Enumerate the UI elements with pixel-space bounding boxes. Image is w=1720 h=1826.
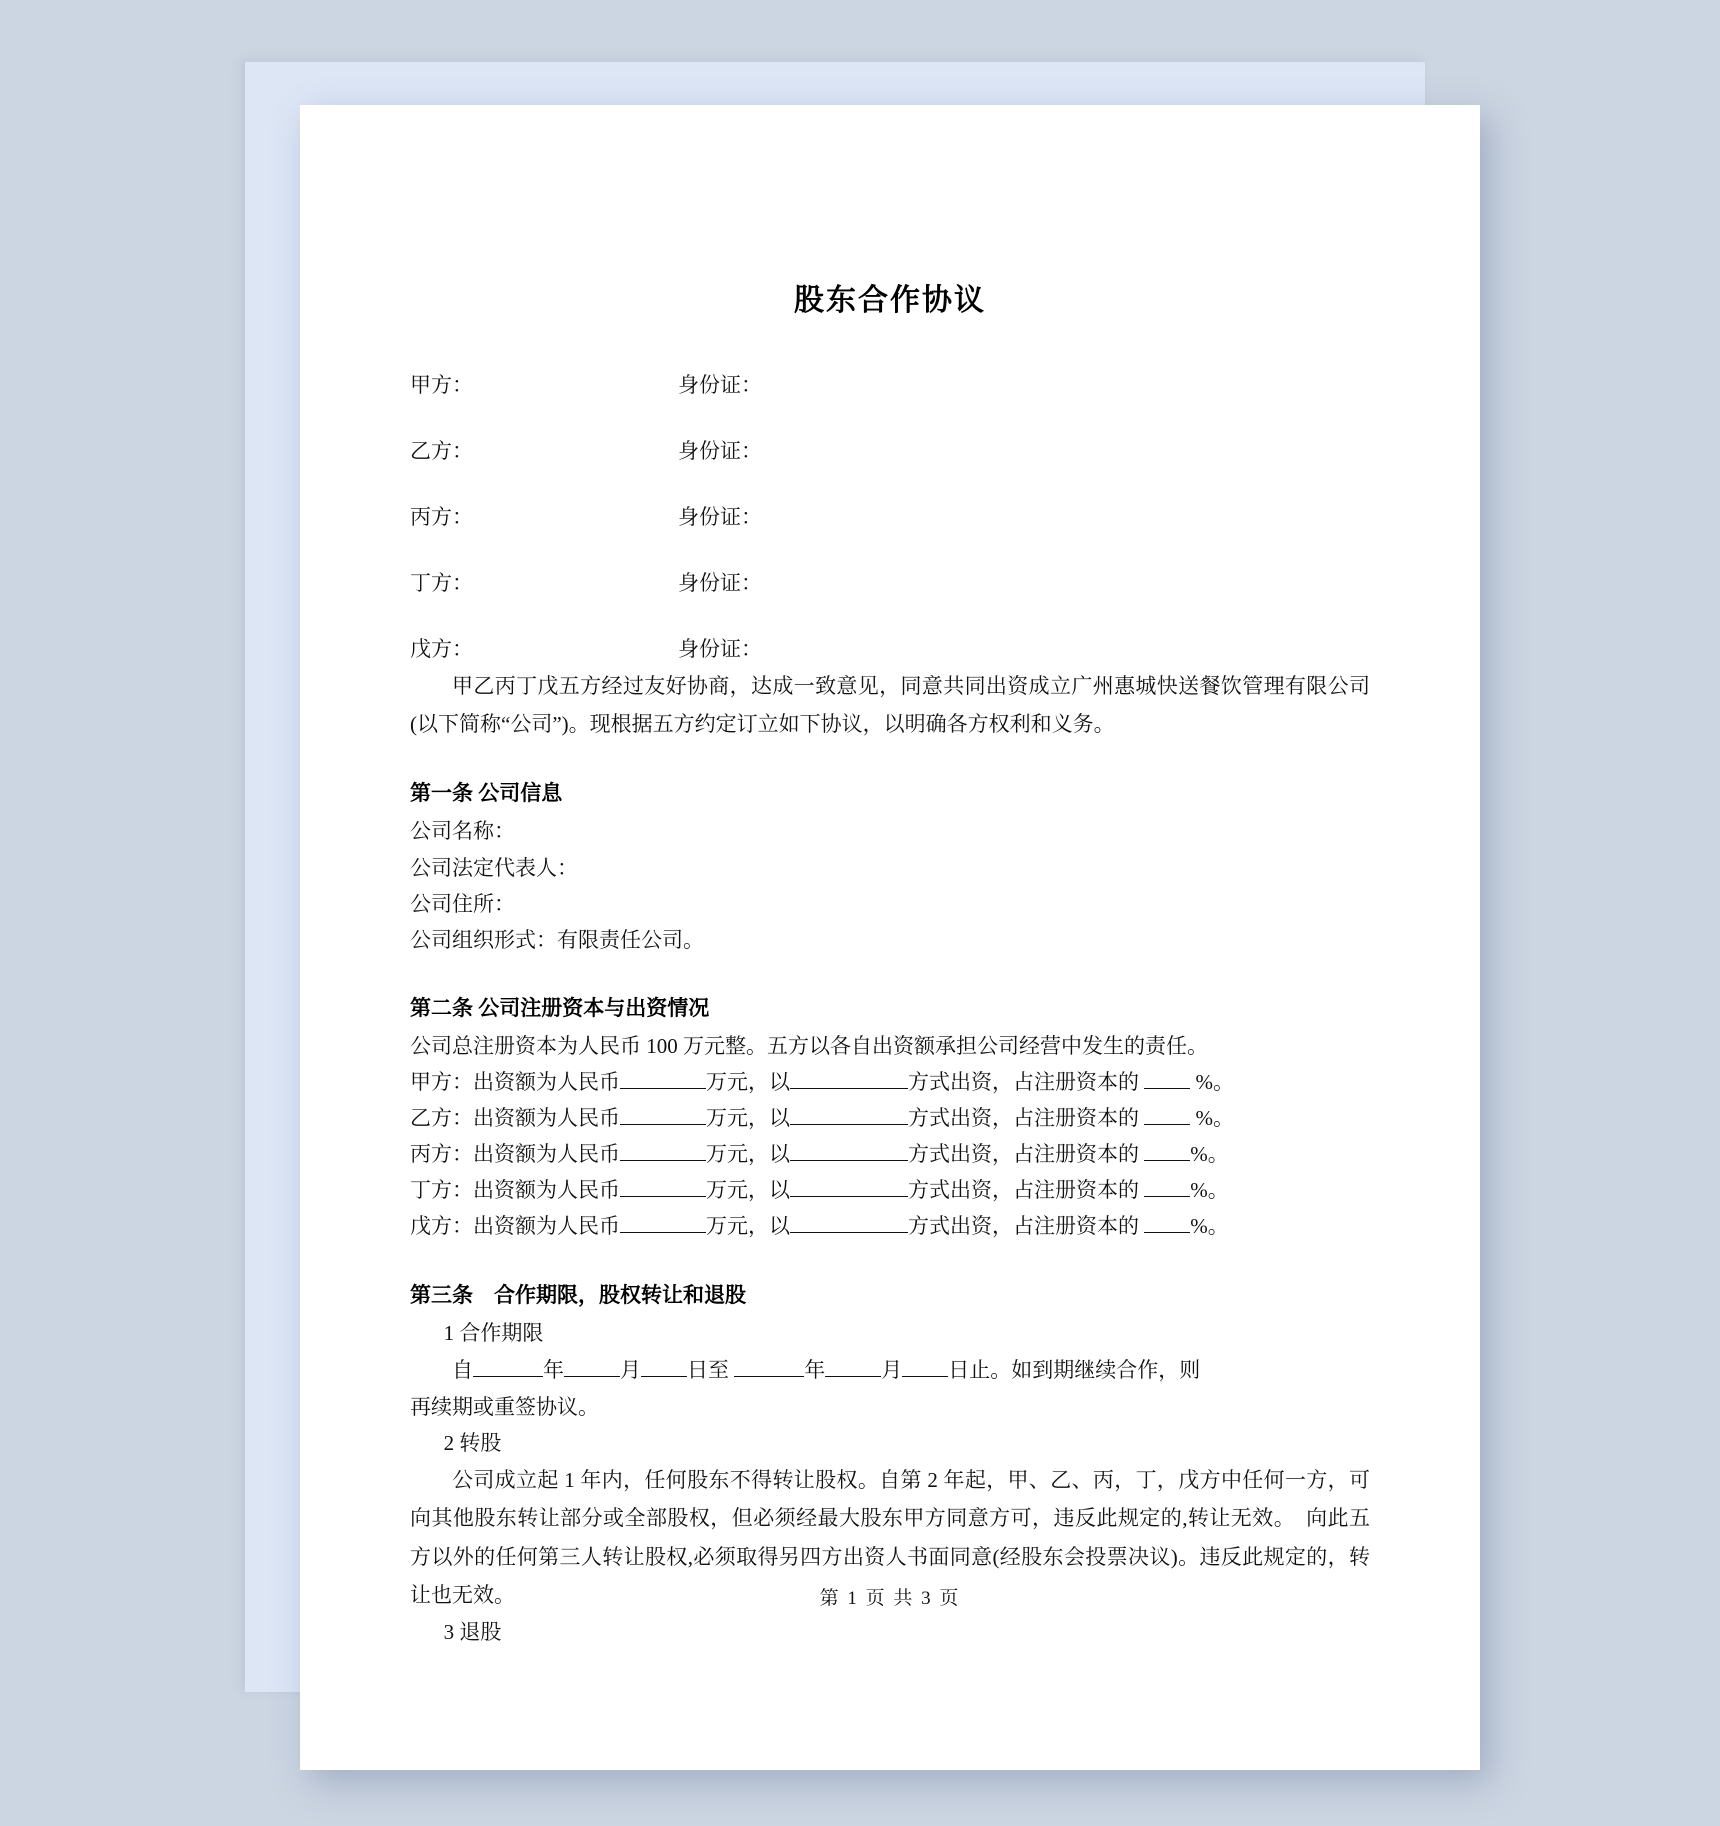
party-label: 丙方： — [410, 505, 473, 529]
article-3-item-2-label: 2 转股 — [443, 1430, 502, 1455]
contribution-seg3: 方式出资，占注册资本的 — [908, 1214, 1139, 1239]
contribution-seg4: %。 — [1195, 1069, 1234, 1094]
contribution-row — [410, 1172, 1370, 1208]
party-row — [410, 633, 1370, 663]
contribution-seg4: %。 — [1190, 1178, 1229, 1203]
party-row — [410, 369, 1370, 399]
party-label: 戊方： — [410, 637, 473, 661]
method-blank — [790, 1103, 908, 1125]
cooperation-term-line — [410, 1351, 1370, 1389]
share-transfer-paragraph: 公司成立起 1 年内，任何股东不得转让股权。自第 2 年起，甲、乙、丙，丁，戊方中任何一方，可向其他股东转让部分或全部股权，但必须经最大股东甲方同意方可，违反此规定的,转让无效。 向此五方以外的任何第三人转让股权,必须取得另四方出资人书面同意(经股东会投票决议)。违反此规定的，转让也无效。 — [410, 1468, 1370, 1607]
contribution-seg1: 出资额为人民币 — [473, 1214, 620, 1239]
article-2-heading: 第二条 公司注册资本与出资情况 — [410, 995, 710, 1020]
method-blank — [790, 1139, 908, 1161]
article-3-item-1-label: 1 合作期限 — [443, 1320, 544, 1345]
party-id-label: 身份证： — [678, 505, 762, 529]
percent-blank — [1144, 1067, 1190, 1089]
registered-capital-line: 公司总注册资本为人民币 100 万元整。五方以各自出资额承担公司经营中发生的责任。 — [410, 1033, 1208, 1058]
page-footer: 第 1 页 共 3 页 — [819, 1588, 961, 1609]
start-year-blank — [473, 1355, 543, 1377]
start-month-blank — [564, 1355, 620, 1377]
article-3-item-3-label: 3 退股 — [443, 1619, 502, 1644]
term-day1: 日至 — [687, 1357, 729, 1382]
contribution-seg2: 万元，以 — [706, 1142, 790, 1167]
term-month2: 月 — [881, 1357, 903, 1382]
end-month-blank — [825, 1355, 881, 1377]
contribution-party: 戊方： — [410, 1214, 473, 1239]
contribution-seg3: 方式出资，占注册资本的 — [908, 1178, 1139, 1203]
method-blank — [790, 1175, 908, 1197]
contribution-seg1: 出资额为人民币 — [473, 1178, 620, 1203]
contribution-party: 乙方： — [410, 1106, 473, 1131]
term-renewal-line: 再续期或重签协议。 — [410, 1394, 599, 1419]
contribution-seg1: 出资额为人民币 — [473, 1142, 620, 1167]
party-row — [410, 435, 1370, 465]
contribution-party: 甲方： — [410, 1069, 473, 1094]
contribution-seg2: 万元，以 — [706, 1178, 790, 1203]
start-day-blank — [641, 1355, 687, 1377]
end-day-blank — [902, 1355, 948, 1377]
company-address-line: 公司住所： — [410, 891, 515, 916]
contribution-seg4: %。 — [1190, 1142, 1229, 1167]
percent-blank — [1144, 1175, 1190, 1197]
contribution-seg1: 出资额为人民币 — [473, 1069, 620, 1094]
contribution-row — [410, 1100, 1370, 1136]
party-label: 甲方： — [410, 373, 473, 397]
percent-blank — [1144, 1139, 1190, 1161]
page-title: 股东合作协议 — [794, 284, 986, 317]
end-year-blank — [734, 1355, 804, 1377]
contribution-seg2: 万元，以 — [706, 1106, 790, 1131]
party-label: 丁方： — [410, 571, 473, 595]
article-1-heading: 第一条 公司信息 — [410, 781, 563, 806]
contribution-seg1: 出资额为人民币 — [473, 1106, 620, 1131]
term-month1: 月 — [620, 1357, 641, 1382]
term-day2: 日止。如到期继续合作，则 — [948, 1357, 1201, 1382]
amount-blank — [620, 1211, 706, 1233]
contribution-seg3: 方式出资，占注册资本的 — [908, 1069, 1139, 1094]
percent-blank — [1144, 1211, 1190, 1233]
contribution-party: 丙方： — [410, 1142, 473, 1167]
party-label: 乙方： — [410, 439, 473, 463]
company-name-line: 公司名称： — [410, 819, 515, 844]
contribution-party: 丁方： — [410, 1178, 473, 1203]
amount-blank — [620, 1103, 706, 1125]
article-3-heading: 第三条 合作期限，股权转让和退股 — [410, 1282, 746, 1307]
party-id-label: 身份证： — [678, 571, 762, 595]
amount-blank — [620, 1139, 706, 1161]
contribution-seg2: 万元，以 — [706, 1069, 790, 1094]
contribution-seg4: %。 — [1190, 1214, 1229, 1239]
company-form-line: 公司组织形式：有限责任公司。 — [410, 927, 704, 952]
contribution-seg3: 方式出资，占注册资本的 — [908, 1142, 1139, 1167]
contribution-row — [410, 1136, 1370, 1172]
preamble-paragraph: 甲乙丙丁戊五方经过友好协商，达成一致意见，同意共同出资成立广州惠城快送餐饮管理有限公司(以下简称“公司”)。现根据五方约定订立如下协议，以明确各方权利和义务。 — [410, 674, 1370, 737]
party-id-label: 身份证： — [678, 439, 762, 463]
party-id-label: 身份证： — [678, 637, 762, 661]
term-year2: 年 — [804, 1357, 826, 1382]
contribution-seg2: 万元，以 — [706, 1214, 790, 1239]
percent-blank — [1144, 1103, 1190, 1125]
contribution-row — [410, 1208, 1370, 1244]
document-page — [300, 105, 1480, 1770]
term-year1: 年 — [543, 1357, 564, 1382]
amount-blank — [620, 1175, 706, 1197]
term-prefix: 自 — [452, 1357, 473, 1382]
party-row — [410, 501, 1370, 531]
amount-blank — [620, 1067, 706, 1089]
contribution-seg4: %。 — [1195, 1106, 1234, 1131]
method-blank — [790, 1067, 908, 1089]
legal-representative-line: 公司法定代表人： — [410, 855, 578, 880]
contribution-row — [410, 1064, 1370, 1100]
page-content — [300, 105, 1480, 1770]
contribution-seg3: 方式出资，占注册资本的 — [908, 1106, 1139, 1131]
party-id-label: 身份证： — [678, 373, 762, 397]
party-row — [410, 567, 1370, 597]
method-blank — [790, 1211, 908, 1233]
